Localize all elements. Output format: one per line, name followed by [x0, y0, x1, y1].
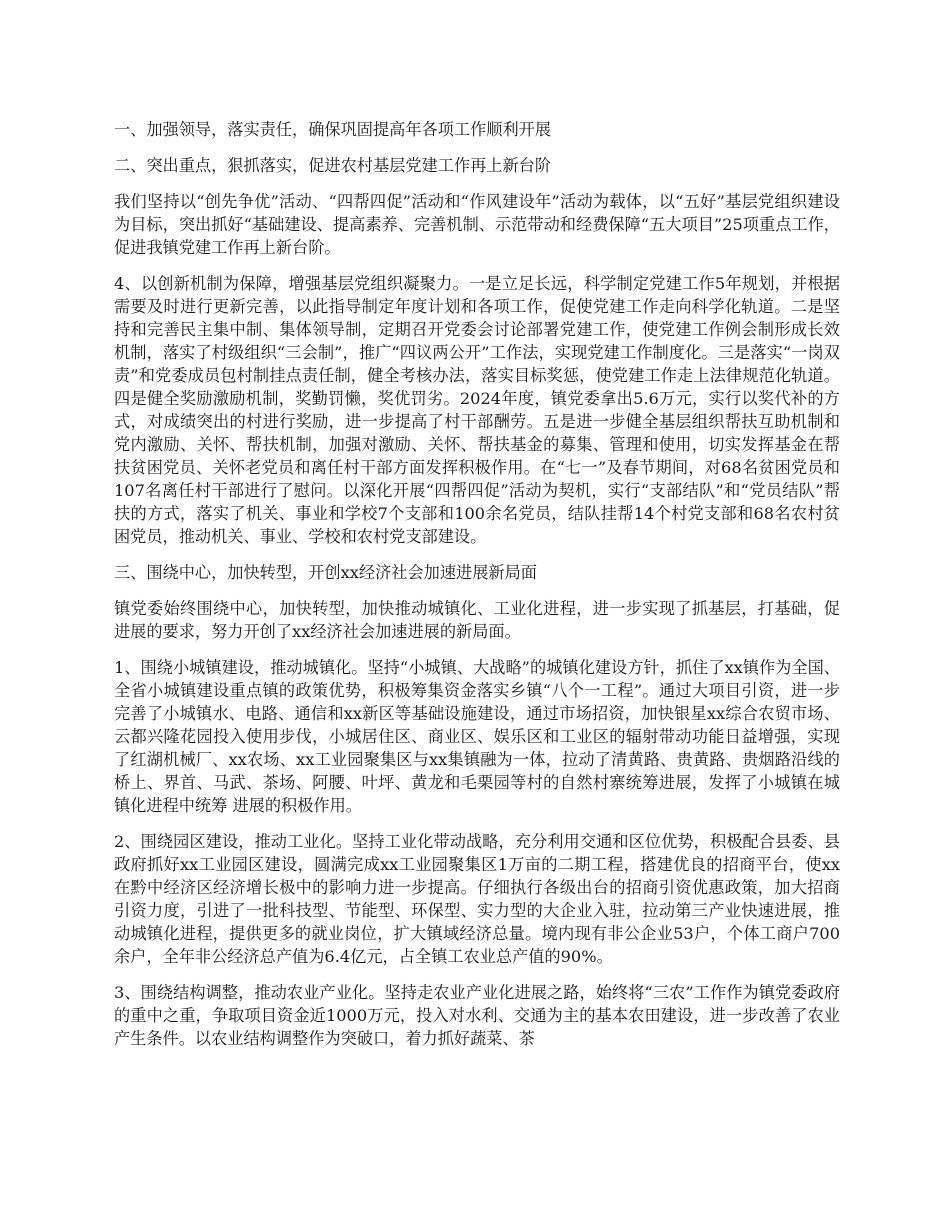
paragraph-item-4-mechanism: 4、以创新机制为保障，增强基层党组织凝聚力。一是立足长远，科学制定党建工作5年规划，并根据需要及时进行更新完善，以此指导制定年度计划和各项工作，促使党建工作走向科学化轨道。二是坚持和完善民主集中制、集体领导制，定期召开党委会讨论部署党建工作，使党建工作例会制形成长效机制，落实了村级组织“三会制”，推广“四议两公开”工作法，实现党建工作制度化。三是落实“一岗双责”和党委成员包村制挂点责任制，健全考核办法，落实目标奖惩，使党建工作走上法律规范化轨道。四是健全奖励激励机制，奖勤罚懒，奖优罚劣。2024年度，镇党委拿出5.6万元，实行以奖代补的方式，对成绩突出的村进行奖励，进一步提高了村干部酬劳。五是进一步健全基层组织帮扶互助机制和党内激励、关怀、帮扶机制，加强对激励、关怀、帮扶基金的募集、管理和使用，切实发挥基金在帮扶贫困党员、关怀老党员和离任村干部方面发挥积极作用。在“七一”及春节期间，对68名贫困党员和107名离任村干部进行了慰问。以深化开展“四帮四促”活动为契机，实行“支部结队”和“党员结队”帮扶的方式，落实了机关、事业和学校7个支部和100余名党员，结队挂帮14个村党支部和68名农村贫困党员，推动机关、事业、学校和农村党支部建设。 — [114, 274, 840, 546]
section-heading-1: 一、加强领导，落实责任，确保巩固提高年各项工作顺利开展 — [114, 120, 552, 139]
paragraph-item-2-industrialization: 2、围绕园区建设，推动工业化。坚持工业化带动战略，充分利用交通和区位优势，积极配合县委、县政府抓好xx工业园区建设，圆满完成xx工业园聚集区1万亩的二期工程，搭建优良的招商平台，使xx在黔中经济区经济增长极中的影响力进一步提高。仔细执行各级出台的招商引资优惠政策，加大招商引资力度，引进了一批科技型、节能型、环保型、实力型的大企业入驻，拉动第三产业快速进展，推动城镇化进程，提供更多的就业岗位，扩大镇域经济总量。境内现有非公企业53户，个体工商户700余户，全年非公经济总产值为6.4亿元，占全镇工农业总产值的90%。 — [114, 832, 840, 966]
section-heading-2: 二、突出重点，狠抓落实，促进农村基层党建工作再上新台阶 — [114, 156, 552, 175]
section-heading-3: 三、围绕中心，加快转型，开创xx经济社会加速进展新局面 — [114, 563, 537, 582]
paragraph-item-1-urbanization: 1、围绕小城镇建设，推动城镇化。坚持“小城镇、大战略”的城镇化建设方针，抓住了xx镇作为全国、全省小城镇建设重点镇的政策优势，积极筹集资金落实乡镇“八个一工程”。通过大项目引资，进一步完善了小城镇水、电路、通信和xx新区等基础设施建设，通过市场招资，加快银星xx综合农贸市场、云都兴隆花园投入使用步伐，小城居住区、商业区、娱乐区和工业区的辐射带动功能日益增强，实现了红湖机械厂、xx农场、xx工业园聚集区与xx集镇融为一体，拉动了清黄路、贵黄路、贵烟路沿线的桥上、界首、马武、茶场、阿腰、叶坪、黄龙和毛栗园等村的自然村寨统筹进展，发挥了小城镇在城镇化进程中统筹 进展的积极作用。 — [114, 658, 840, 815]
document-body — [114, 118, 840, 1063]
paragraph-intro: 我们坚持以“创先争优”活动、“四帮四促”活动和“作风建设年”活动为载体，以“五好”基层党组织建设为目标，突出抓好“基础建设、提高素养、完善机制、示范带动和经费保障“五大项目”25项重点工作，促进我镇党建工作再上新台阶。 — [114, 192, 840, 257]
paragraph-item-3-agriculture: 3、围绕结构调整，推动农业产业化。坚持走农业产业化进展之路，始终将“三农”工作作为镇党委政府的重中之重，争取项目资金近1000万元，投入对水利、交通为主的基本农田建设，进一步改善了农业产生条件。以农业结构调整作为突破口，着力抓好蔬菜、茶 — [114, 983, 840, 1048]
paragraph-section-3-intro: 镇党委始终围绕中心，加快转型，加快推动城镇化、工业化进程，进一步实现了抓基层，打基础，促进展的要求，努力开创了xx经济社会加速进展的新局面。 — [114, 599, 840, 641]
